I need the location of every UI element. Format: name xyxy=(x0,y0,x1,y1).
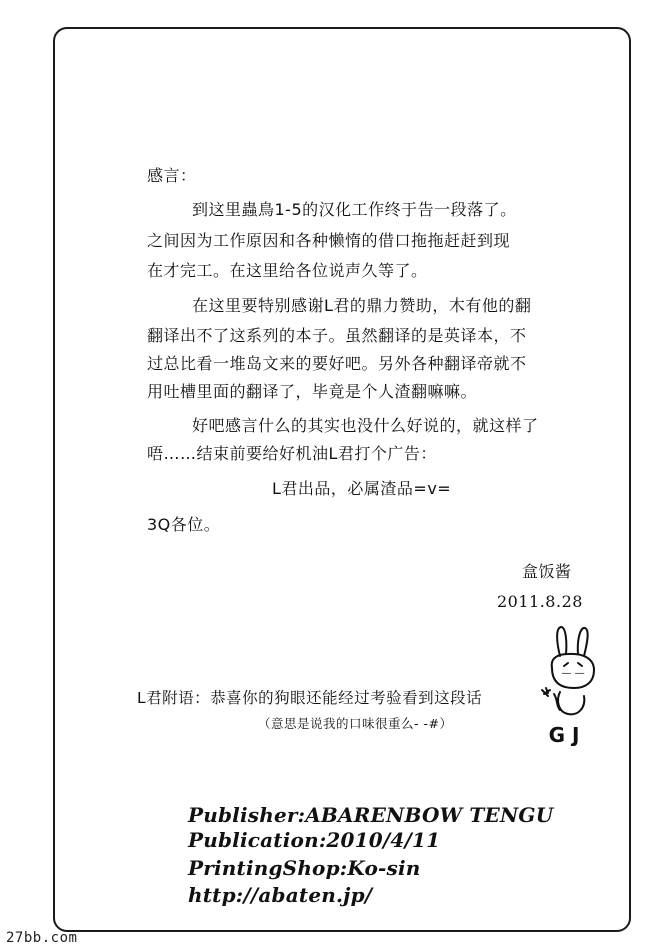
paragraph-1-line-2: 之间因为工作原因和各种懒惰的借口拖拖赶赶到现 xyxy=(147,231,511,250)
colophon-printing-shop: PrintingShop:Ko-sin xyxy=(188,856,421,880)
afterword-heading: 感言： xyxy=(147,166,197,185)
rabbit-face: — — xyxy=(561,668,585,679)
rabbit-doodle xyxy=(534,624,608,746)
advert-line: L君出品，必属渣品=v= xyxy=(272,479,452,498)
date: 2011.8.28 xyxy=(497,592,583,611)
site-watermark: 27bb.com xyxy=(6,930,78,946)
postscript-main: L君附语：恭喜你的狗眼还能经过考验看到这段话 xyxy=(137,689,483,707)
paragraph-1-line-1: 到这里蟲鳥1-5的汉化工作终于告一段落了。 xyxy=(192,200,517,219)
paragraph-2-line-1: 在这里要特别感谢L君的鼎力赞助，木有他的翻 xyxy=(192,296,532,315)
paragraph-3-line-2: 唔……结束前要给好机油L君打个广告： xyxy=(147,444,437,463)
paragraph-2-line-3: 过总比看一堆岛文来的要好吧。另外各种翻译帝就不 xyxy=(147,354,527,373)
colophon-publisher: Publisher:ABARENBOW TENGU xyxy=(188,803,554,827)
paragraph-3-line-1: 好吧感言什么的其实也没什么好说的，就这样了 xyxy=(192,416,539,435)
signature: 盒饭酱 xyxy=(522,562,572,581)
paragraph-2-line-4: 用吐槽里面的翻译了，毕竟是个人渣翻嘛嘛。 xyxy=(147,382,478,401)
doodle-caption: G J xyxy=(548,723,580,746)
paragraph-1-line-3: 在才完工。在这里给各位说声久等了。 xyxy=(147,261,428,280)
colophon-publication: Publication:2010/4/11 xyxy=(188,828,441,852)
postscript-sub: （意思是说我的口味很重么- -#） xyxy=(258,716,453,731)
thanks-line: 3Q各位。 xyxy=(147,515,221,534)
rabbit-drawing xyxy=(534,624,608,746)
paragraph-2-line-2: 翻译出不了这系列的本子。虽然翻译的是英译本，不 xyxy=(147,326,527,345)
colophon-url: http://abaten.jp/ xyxy=(188,883,373,907)
